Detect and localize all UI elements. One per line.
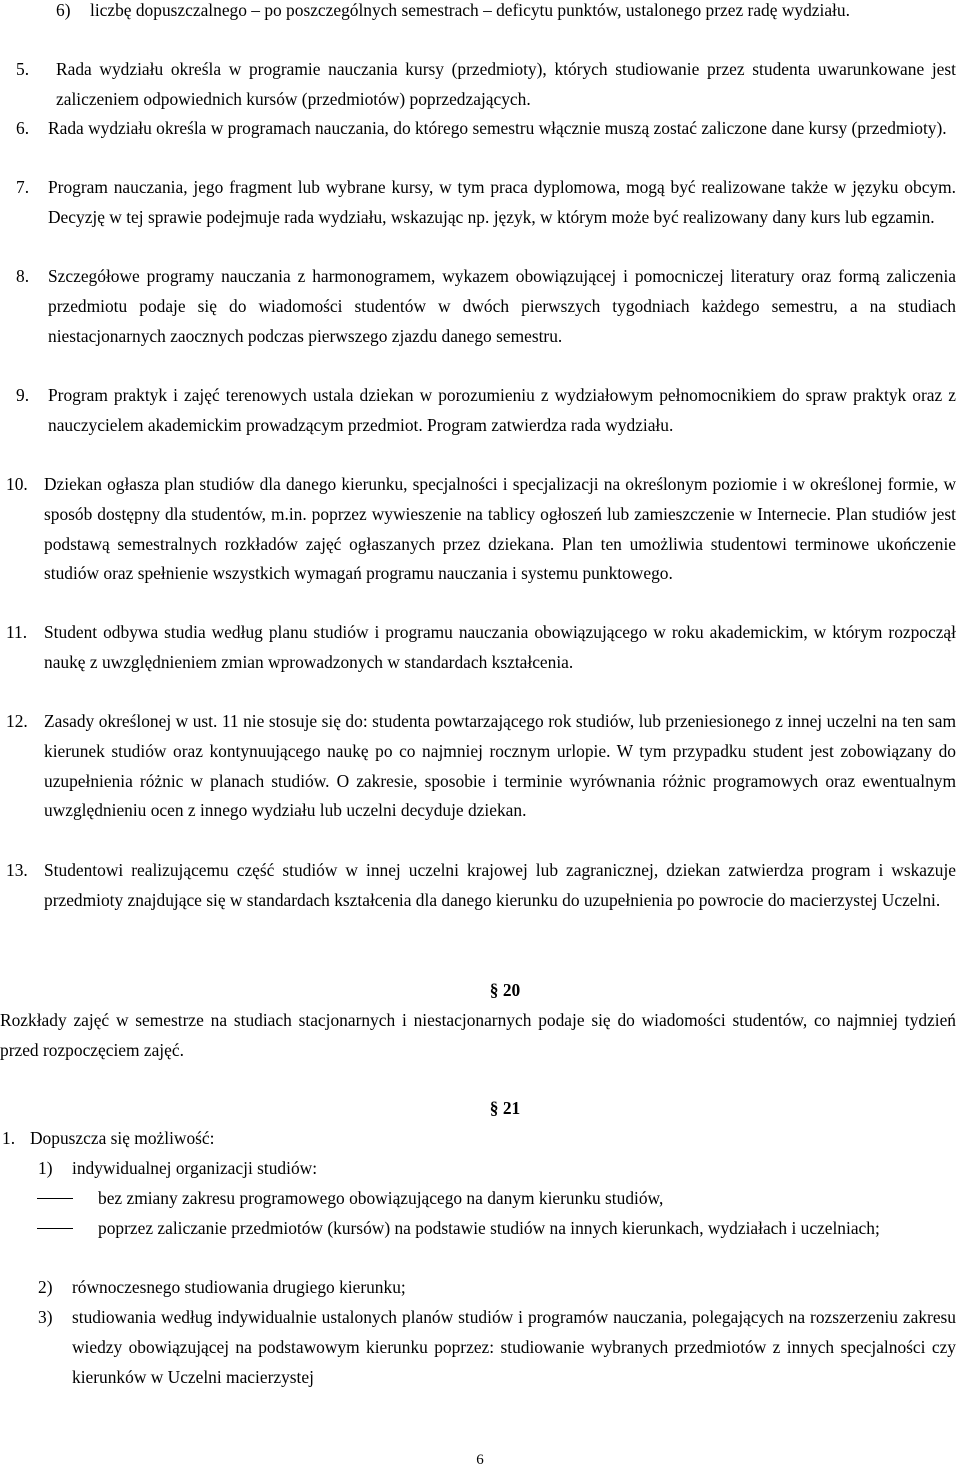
list-item <box>0 1184 958 1214</box>
item-text: Zasady określonej w ust. 11 nie stosuje się do: studenta powtarzającego rok studiów, lub przeniesionego z innej uczelni na ten sam kierunek studiów oraz kontynuującego naukę po co najmniej rocznym urlopie. W tym przypadku student jest zobowiązany do uzupełnienia różnic w planach studiów. O zakresie, sposobie i terminie wyrównania różnic programowych oraz ewentualnym uwzględnieniu ocen z innego wydziału lub uczelni decyduje dziekan. <box>44 711 956 821</box>
list-item <box>0 1214 958 1274</box>
item-text: liczbę dopuszczalnego – po poszczególnych semestrach – deficytu punktów, ustalonego przez radę wydziału. <box>90 0 850 20</box>
list-item <box>0 1154 958 1184</box>
item-number: 8. <box>16 266 30 286</box>
item-number: 10. <box>6 474 28 494</box>
item-text: bez zmiany zakresu programowego obowiązującego na danym kierunku studiów, <box>98 1188 664 1208</box>
item-text: studiowania według indywidualnie ustalonych planów studiów i programów nauczania, polegających na rozszerzeniu zakresu wiedzy obowiązującej na podstawowym kierunku poprzez: studiowanie wybranych przedmiotów z innych specjalności czy kierunków w Uczelni macierzystej <box>72 1307 956 1387</box>
item-number: 3) <box>38 1307 53 1327</box>
item-number: 12. <box>6 711 28 731</box>
item-text: Dziekan ogłasza plan studiów dla danego kierunku, specjalności i specjalizacji na określonym poziomie i w określonej formie, w sposób dostępny dla studentów, m.in. poprzez wywieszenie na tablicy ogłoszeń lub zamieszczenie w Internecie. Plan studiów jest podstawą semestralnych rozkładów zajęć ogłaszanych przez dziekana. Plan ten umożliwia studentowi terminowe ukończenie studiów oraz spełnienie wszystkich wymagań programu nauczania i systemu punktowego. <box>44 474 956 584</box>
item-number: 6) <box>56 0 71 20</box>
section-paragraph <box>0 1006 958 1066</box>
list-item <box>0 618 958 708</box>
item-text: Rada wydziału określa w programach nauczania, do którego semestru włącznie muszą zostać zaliczone dane kursy (przedmioty). <box>48 118 947 138</box>
list-item <box>0 381 958 471</box>
item-number: 7. <box>16 177 30 197</box>
item-text: Program praktyk i zajęć terenowych ustala dziekan w porozumieniu z wydziałowym pełnomocnikiem do spraw praktyk oraz z nauczycielem akademickim prowadzącym przedmiot. Program zatwierdza rada wydziału. <box>48 385 956 435</box>
item-text: Program nauczania, jego fragment lub wybrane kursy, w tym praca dyplomowa, mogą być realizowane także w języku obcym. Decyzję w tej sprawie podejmuje rada wydziału, wskazując np. język, w którym może być realizowany dany kurs lub egzamin. <box>48 177 956 227</box>
item-number: 2) <box>38 1277 53 1297</box>
dash-bullet <box>37 1228 73 1229</box>
item-number: 9. <box>16 385 30 405</box>
item-text: Studentowi realizującemu część studiów w innej uczelni krajowej lub zagranicznej, dziekan zatwierdza program i wskazuje przedmioty znajdujące się w standardach kształcenia dla danego kierunku do uzupełnienia po powrocie do macierzystej Uczelni. <box>44 860 956 910</box>
list-item <box>0 1124 958 1154</box>
list-item <box>0 856 958 946</box>
section-heading-20 <box>0 976 958 1006</box>
item-number: 6. <box>16 118 30 138</box>
list-item <box>0 55 958 115</box>
item-text: Rada wydziału określa w programie nauczania kursy (przedmioty), których studiowanie przez studenta uwarunkowane jest zaliczeniem odpowiednich kursów (przedmiotów) poprzedzających. <box>56 59 956 109</box>
item-text: równoczesnego studiowania drugiego kierunku; <box>72 1277 406 1297</box>
item-number: 11. <box>6 622 28 642</box>
list-item <box>0 114 958 174</box>
item-text: Student odbywa studia według planu studiów i programu nauczania obowiązującego w roku akademickim, w którym rozpoczął naukę z uwzględnieniem zmian wprowadzonych w standardach kształcenia. <box>44 622 956 672</box>
list-item <box>0 470 958 620</box>
section-number: 20 <box>502 980 521 1000</box>
section-sign: § <box>489 1098 499 1118</box>
section-number: 21 <box>502 1098 521 1118</box>
item-number: 5. <box>16 59 30 79</box>
list-item <box>0 0 958 56</box>
item-number: 1. <box>2 1128 16 1148</box>
page-number: 6 <box>476 1452 484 1468</box>
paragraph-text: Rozkłady zajęć w semestrze na studiach stacjonarnych i niestacjonarnych podaje się do wiadomości studentów, co najmniej tydzień przed rozpoczęciem zajęć. <box>0 1010 956 1060</box>
item-text: Dopuszcza się możliwość: <box>30 1128 215 1148</box>
item-text: indywidualnej organizacji studiów: <box>72 1158 318 1178</box>
dash-bullet <box>37 1198 73 1199</box>
list-item <box>0 1303 958 1393</box>
list-item <box>0 707 958 857</box>
list-item <box>0 262 958 382</box>
section-heading-21 <box>0 1094 958 1124</box>
item-text: Szczegółowe programy nauczania z harmonogramem, wykazem obowiązującej i pomocniczej literatury oraz formą zaliczenia przedmiotu podaje się do wiadomości studentów w dwóch pierwszych tygodniach każdego semestru, a na studiach niestacjonarnych zaocznych podczas pierwszego zjazdu danego semestru. <box>48 266 956 346</box>
section-sign: § <box>489 980 499 1000</box>
item-text: poprzez zaliczanie przedmiotów (kursów) na podstawie studiów na innych kierunkach, wydziałach i uczelniach; <box>98 1218 880 1238</box>
list-item <box>0 1273 958 1303</box>
item-number: 1) <box>38 1158 53 1178</box>
item-number: 13. <box>6 860 28 880</box>
list-item <box>0 173 958 263</box>
